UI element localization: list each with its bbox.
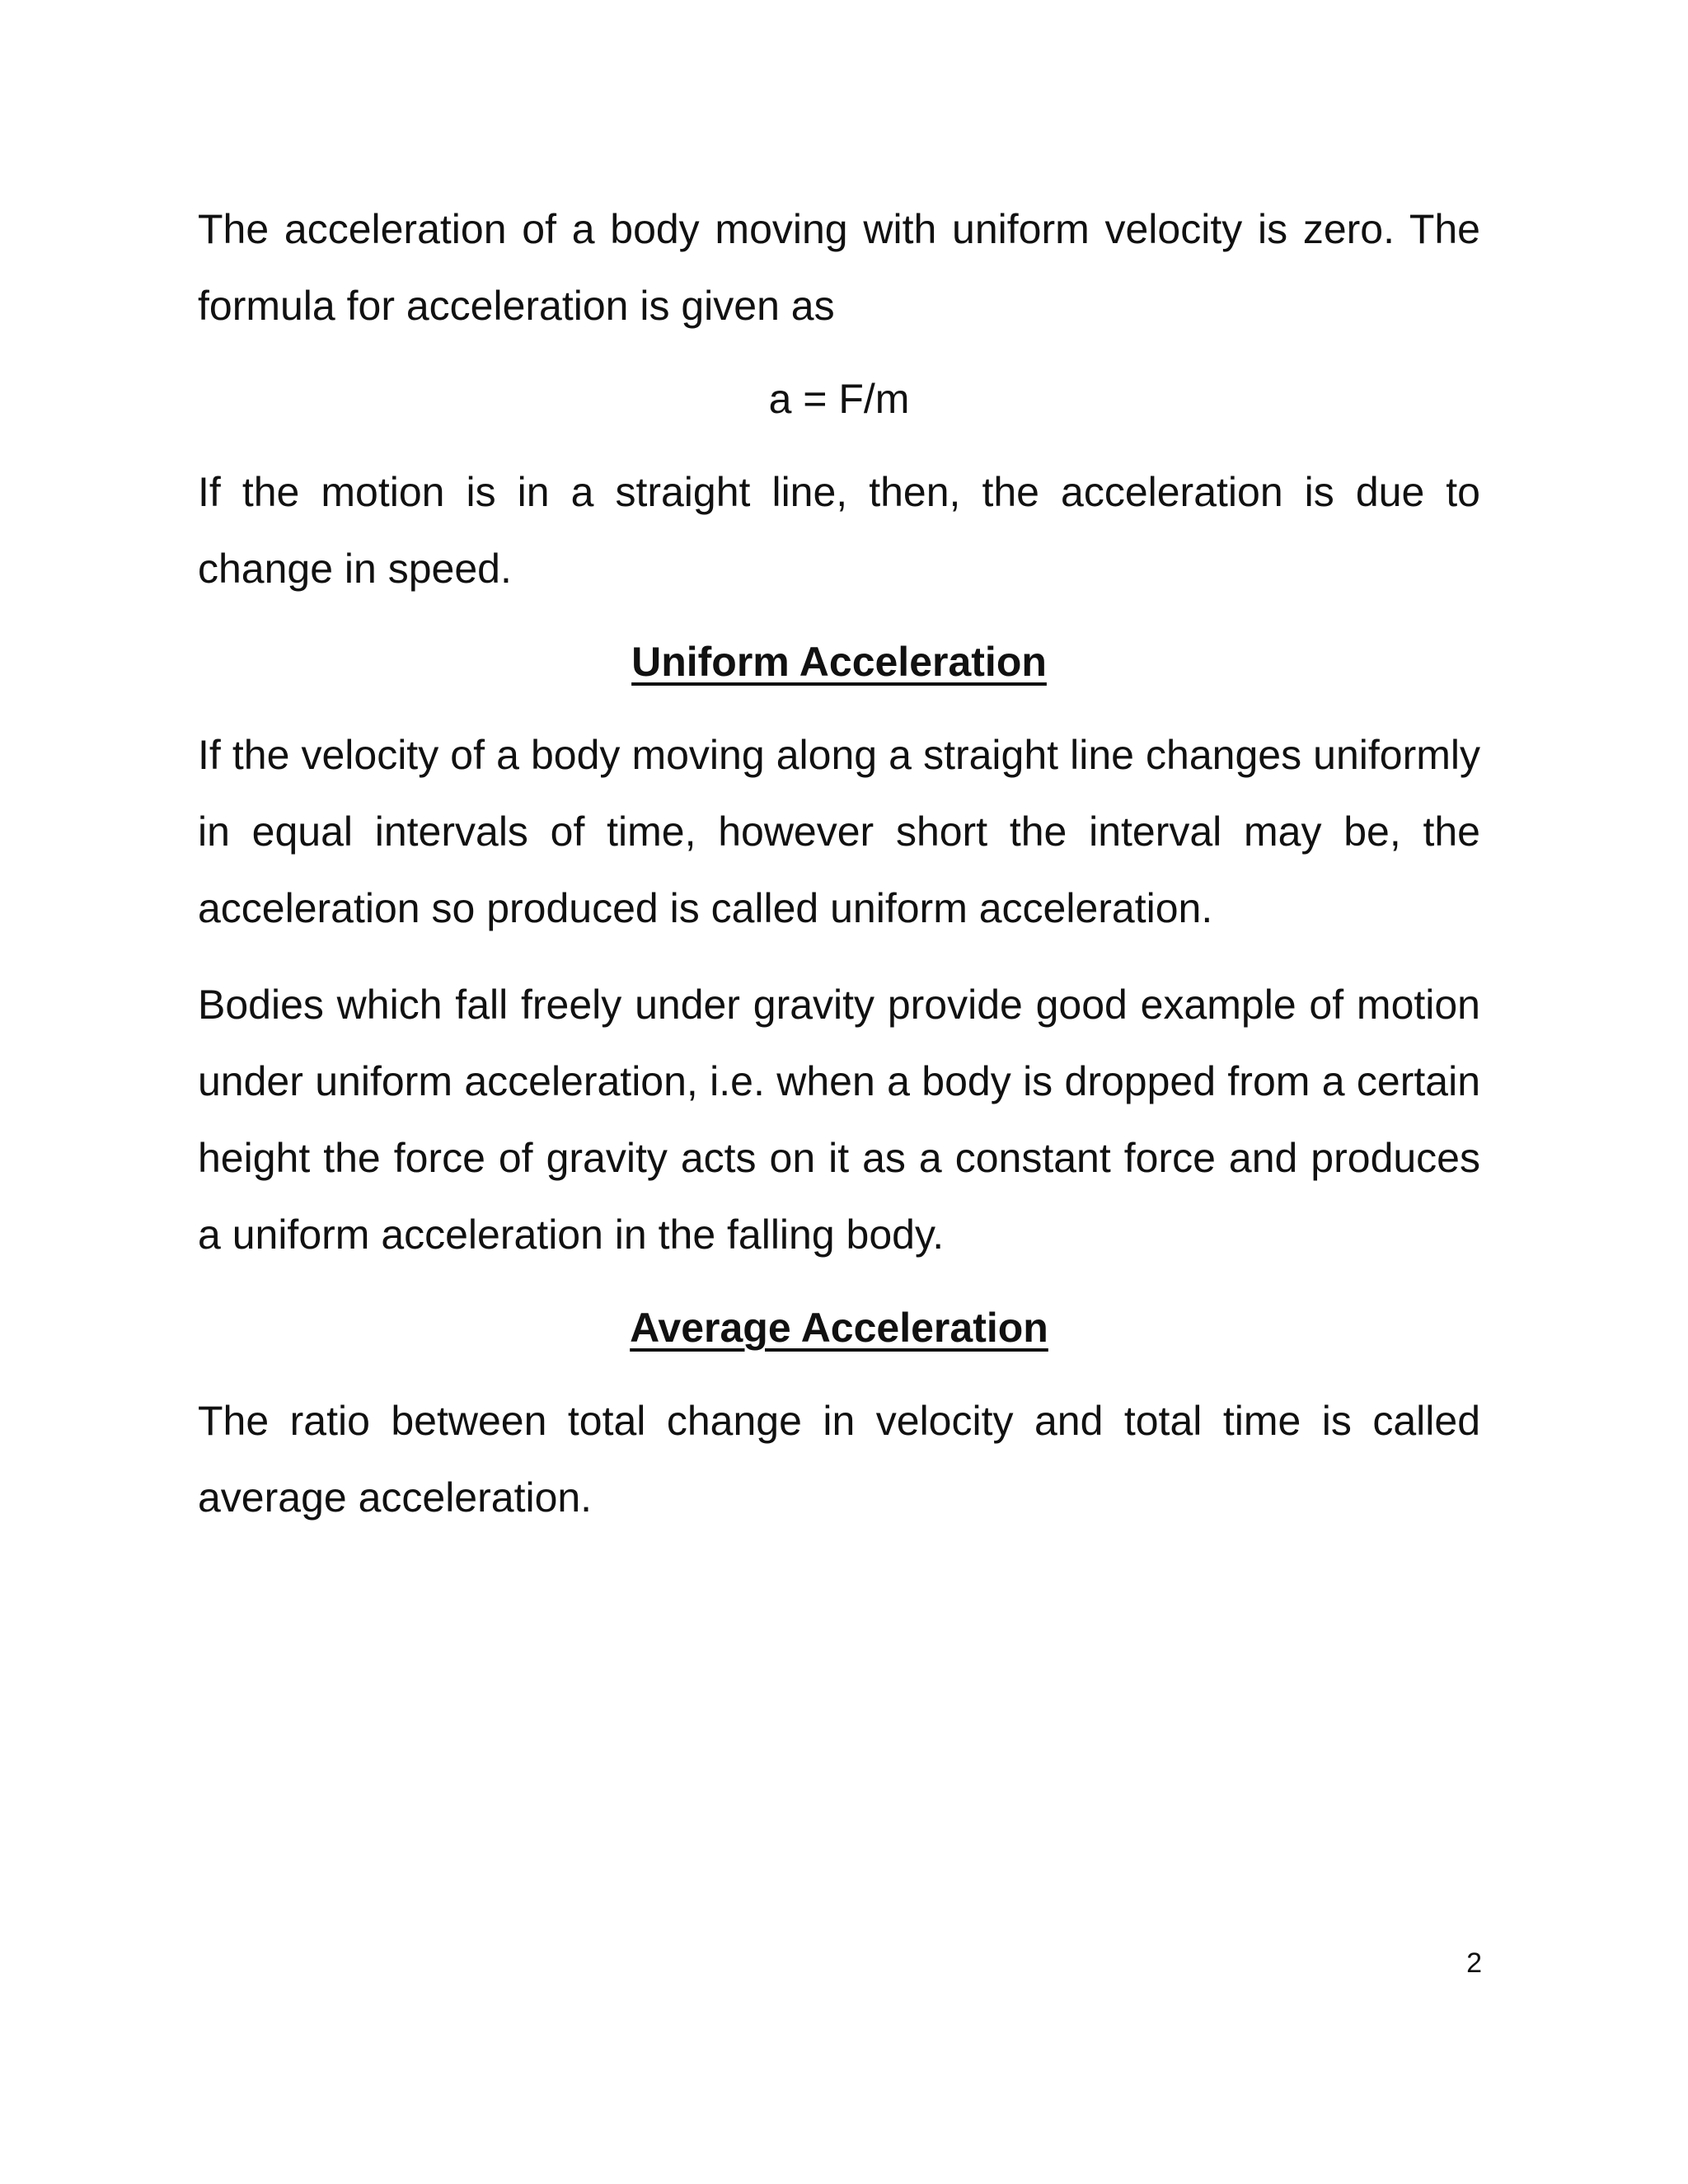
page-number: 2	[1466, 1947, 1482, 1979]
heading-average-acceleration: Average Acceleration	[630, 1305, 1048, 1351]
paragraph-straight-line: If the motion is in a straight line, then, the acceleration is due to change in speed.	[198, 469, 1480, 592]
heading-uniform-acceleration: Uniform Acceleration	[631, 639, 1047, 685]
page-content	[198, 191, 1480, 1536]
paragraph-free-fall: Bodies which fall freely under gravity provide good example of motion under uniform acceleration, i.e. when a body is dropped from a certain height the force of gravity acts on it as a constant force and produces a uniform acceleration in the falling body.	[198, 982, 1480, 1258]
paragraph-uniform-acceleration: If the velocity of a body moving along a straight line changes uniformly in equal intervals of time, however short the interval may be, the acceleration so produced is called uniform acceleration.	[198, 732, 1480, 931]
formula-acceleration: a = F/m	[768, 376, 910, 422]
paragraph-average-acceleration: The ratio between total change in velocity and total time is called average acceleration.	[198, 1398, 1480, 1521]
paragraph-acceleration-zero: The acceleration of a body moving with uniform velocity is zero. The formula for acceleration is given as	[198, 206, 1480, 329]
